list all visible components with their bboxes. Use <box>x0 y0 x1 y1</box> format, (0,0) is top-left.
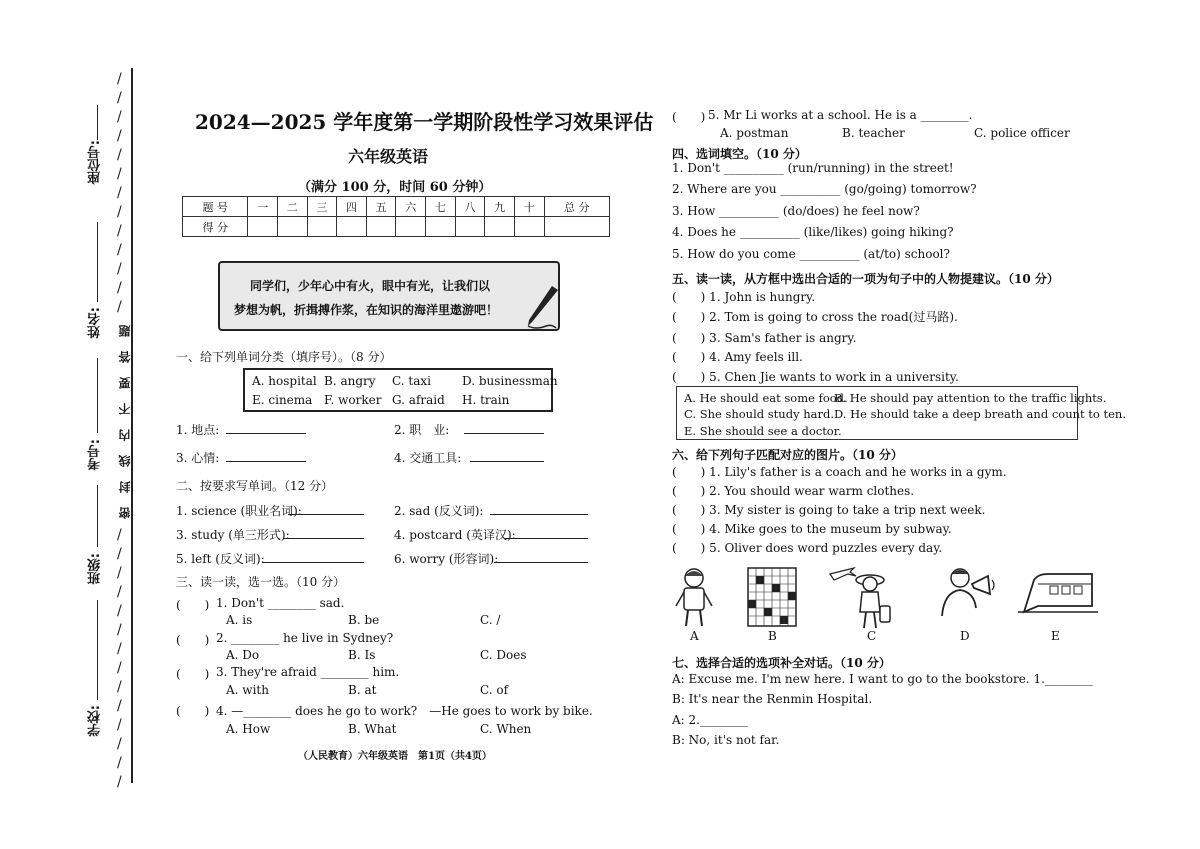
choice-question: 1. Don't ________ sad. <box>216 596 345 610</box>
choice-question: 3. They're afraid ________ him. <box>216 665 400 679</box>
score-input[interactable] <box>278 217 308 237</box>
seat-label: 座位号: <box>88 140 103 185</box>
binding-slash: / <box>117 185 122 201</box>
score-cell: 五 <box>366 197 396 217</box>
classify-q3: 3. 心情: <box>176 451 220 465</box>
seal-word: 密 <box>118 507 132 519</box>
section-5-heading: 五、读一读，从方框中选出合适的一项为句子中的人物提建议。（10 分） <box>672 272 1059 286</box>
picture-label: A <box>690 629 699 643</box>
binding-slash: / <box>117 679 122 695</box>
word-q2: 2. sad (反义词): <box>394 504 484 518</box>
option-b: B. teacher <box>842 126 905 140</box>
score-input[interactable] <box>366 217 396 237</box>
quill-icon <box>516 282 562 332</box>
class-label: 班级: <box>88 553 103 585</box>
class-field[interactable] <box>97 485 98 547</box>
seal-word: 不 <box>118 403 132 415</box>
binding-slash: / <box>117 546 122 562</box>
fill-item: 2. Where are you __________ (go/going) tomorrow? <box>672 182 977 196</box>
seal-word: 内 <box>118 429 132 441</box>
section-7-heading: 七、选择合适的选项补全对话。（10 分） <box>672 656 891 670</box>
choice-question: 4. —________ does he go to work? —He goes to work by bike. <box>216 704 593 718</box>
advice-item: ( ) 4. Amy feels ill. <box>672 350 803 364</box>
section-4-heading: 四、选词填空。（10 分） <box>672 147 807 161</box>
binding-slash: / <box>117 641 122 657</box>
section-3-heading: 三、读一读，选一选。（10 分） <box>176 575 346 589</box>
page-title: 2024—2025 学年度第一学期阶段性学习效果评估 <box>195 110 654 134</box>
score-cell: 总 分 <box>544 197 610 217</box>
section-2-heading: 二、按要求写单词。（12 分） <box>176 479 334 493</box>
binding-slash: / <box>117 166 122 182</box>
binding-slash: / <box>117 71 122 87</box>
option-a: A. postman <box>720 126 789 140</box>
score-cell: 一 <box>248 197 278 217</box>
score-input[interactable] <box>396 217 426 237</box>
seal-word: 题 <box>118 325 132 337</box>
advice-item: ( ) 1. John is hungry. <box>672 290 816 304</box>
score-cell: 二 <box>278 197 308 217</box>
seal-word: 答 <box>118 351 132 363</box>
score-input[interactable] <box>248 217 278 237</box>
word-item: C. taxi <box>392 374 431 388</box>
motivation-banner <box>218 261 560 331</box>
advice-option: A. He should eat some food. <box>684 391 848 405</box>
binding-slash: / <box>117 280 122 296</box>
match-item: ( ) 3. My sister is going to take a trip next week. <box>672 503 986 517</box>
seal-word: 线 <box>118 455 132 467</box>
word-item: H. train <box>462 393 510 407</box>
banner-line-2: 梦想为帆，折揖搏作浆，在知识的海洋里遨游吧！ <box>234 303 499 317</box>
binding-slash: / <box>117 147 122 163</box>
score-cell: 四 <box>337 197 367 217</box>
score-input[interactable] <box>514 217 544 237</box>
name-label: 姓名: <box>88 307 103 339</box>
advice-option: C. She should study hard. <box>684 407 834 421</box>
score-cell: 九 <box>485 197 515 217</box>
classify-q4: 4. 交通工具: <box>394 451 462 465</box>
binding-slash: / <box>117 584 122 600</box>
picture-label: B <box>768 629 777 643</box>
seat-field[interactable] <box>97 105 98 140</box>
score-row-label: 得 分 <box>183 217 248 237</box>
score-cell: 七 <box>426 197 456 217</box>
score-cell: 十 <box>514 197 544 217</box>
binding-line <box>131 68 133 783</box>
word-q1: 1. science (职业名词): <box>176 504 302 518</box>
option-b: B. at <box>348 683 377 697</box>
advice-option: D. He should take a deep breath and count to ten. <box>834 407 1126 421</box>
advice-item: ( ) 3. Sam's father is angry. <box>672 331 857 345</box>
binding-slash: / <box>117 603 122 619</box>
picture-label: C <box>867 629 877 643</box>
match-item: ( ) 1. Lily's father is a coach and he works in a gym. <box>672 465 1007 479</box>
school-field[interactable] <box>97 600 98 700</box>
subway-train-picture <box>1018 566 1098 616</box>
seal-word: 封 <box>118 481 132 493</box>
binding-slash: / <box>117 660 122 676</box>
dialogue-line: A: Excuse me. I'm new here. I want to go to the bookstore. 1.________ <box>672 672 1093 686</box>
binding-slash: / <box>117 299 122 315</box>
binding-slash: / <box>117 565 122 581</box>
answer-blank[interactable] <box>464 421 544 434</box>
exam-no-field[interactable] <box>97 358 98 433</box>
choice-paren[interactable]: ( ) <box>176 633 210 647</box>
binding-slash: / <box>117 622 122 638</box>
binding-slash: / <box>117 261 122 277</box>
answer-blank[interactable] <box>226 449 306 462</box>
advice-option: B. He should pay attention to the traffic lights. <box>834 391 1107 405</box>
match-item: ( ) 5. Oliver does word puzzles every day. <box>672 541 943 555</box>
answer-blank[interactable] <box>504 526 588 539</box>
classify-q2: 2. 职 业: <box>394 423 450 437</box>
score-table <box>182 196 610 237</box>
answer-blank[interactable] <box>284 526 364 539</box>
picture-label: D <box>960 629 970 643</box>
fill-item: 1. Don't __________ (run/running) in the street! <box>672 161 954 175</box>
word-item: A. hospital <box>252 374 317 388</box>
word-q3: 3. study (单三形式): <box>176 528 290 542</box>
choice-question: 5. Mr Li works at a school. He is a ________. <box>708 108 973 122</box>
choice-paren[interactable]: ( ) <box>176 704 210 718</box>
coach-megaphone-picture <box>934 564 998 620</box>
name-field[interactable] <box>97 222 98 302</box>
traveler-picture <box>826 564 892 630</box>
score-input[interactable] <box>485 217 515 237</box>
dialogue-line: B: It's near the Renmin Hospital. <box>672 692 873 706</box>
answer-blank[interactable] <box>288 502 364 515</box>
binding-slash: / <box>117 90 122 106</box>
option-b: B. be <box>348 613 380 627</box>
option-c: C. of <box>480 683 509 697</box>
dialogue-line: B: No, it's not far. <box>672 733 780 747</box>
score-input[interactable] <box>307 217 337 237</box>
score-input[interactable] <box>337 217 367 237</box>
answer-blank[interactable] <box>262 550 364 563</box>
answer-blank[interactable] <box>494 550 588 563</box>
choice-paren[interactable]: ( ) <box>176 667 210 681</box>
dialogue-line: A: 2.________ <box>672 713 748 727</box>
classify-q1: 1. 地点: <box>176 423 220 437</box>
match-item: ( ) 4. Mike goes to the museum by subway. <box>672 522 952 536</box>
option-a: A. How <box>226 722 271 736</box>
binding-slash: / <box>117 527 122 543</box>
score-input[interactable] <box>544 217 610 237</box>
binding-slash: / <box>117 204 122 220</box>
picture-label: E <box>1051 629 1060 643</box>
answer-blank[interactable] <box>470 449 544 462</box>
answer-blank[interactable] <box>226 421 306 434</box>
option-c: C. Does <box>480 648 527 662</box>
boy-cold-picture <box>672 566 718 628</box>
score-cell: 六 <box>396 197 426 217</box>
binding-slash: / <box>117 755 122 771</box>
score-cell: 八 <box>455 197 485 217</box>
word-q5: 5. left (反义词): <box>176 552 265 566</box>
fill-item: 5. How do you come __________ (at/to) school? <box>672 247 950 261</box>
binding-slash: / <box>117 242 122 258</box>
fill-item: 3. How __________ (do/does) he feel now? <box>672 204 920 218</box>
score-input[interactable] <box>426 217 456 237</box>
advice-item: ( ) 5. Chen Jie wants to work in a university. <box>672 370 959 384</box>
score-cell: 三 <box>307 197 337 217</box>
binding-slash: / <box>117 128 122 144</box>
option-c: C. / <box>480 613 501 627</box>
advice-option: E. She should see a doctor. <box>684 424 842 438</box>
exam-no-label: 考号: <box>88 439 103 471</box>
page-subtitle: 六年级英语 <box>348 147 429 166</box>
section-1-heading: 一、给下列单词分类（填序号）。（8 分） <box>176 350 392 364</box>
word-item: B. angry <box>324 374 376 388</box>
word-item: G. afraid <box>392 393 445 407</box>
crossword-picture <box>746 566 798 628</box>
binding-slash: / <box>117 109 122 125</box>
choice-paren[interactable]: ( ) <box>672 110 706 124</box>
word-q6: 6. worry (形容词): <box>394 552 499 566</box>
option-c: C. police officer <box>974 126 1070 140</box>
word-item: E. cinema <box>252 393 313 407</box>
option-a: A. with <box>226 683 269 697</box>
option-b: B. Is <box>348 648 376 662</box>
score-cell: 题 号 <box>183 197 248 217</box>
exam-info: （满分 100 分，时间 60 分钟） <box>298 180 492 195</box>
score-input[interactable] <box>455 217 485 237</box>
binding-slash: / <box>117 223 122 239</box>
page-footer: （人民教育）六年级英语 第1页（共4页） <box>298 751 492 762</box>
word-item: F. worker <box>324 393 382 407</box>
answer-blank[interactable] <box>490 502 588 515</box>
option-a: A. is <box>226 613 253 627</box>
option-a: A. Do <box>226 648 260 662</box>
word-q4: 4. postcard (英译汉): <box>394 528 516 542</box>
seal-word: 要 <box>118 377 132 389</box>
word-item: D. businessman <box>462 374 558 388</box>
school-label: 学校: <box>88 705 103 737</box>
binding-slash: / <box>117 774 122 790</box>
binding-slash: / <box>117 717 122 733</box>
choice-question: 2. ________ he live in Sydney? <box>216 631 394 645</box>
section-6-heading: 六、给下列句子匹配对应的图片。（10 分） <box>672 448 903 462</box>
binding-slash: / <box>117 736 122 752</box>
banner-line-1: 同学们，少年心中有火，眼中有光，让我们以 <box>250 279 491 293</box>
fill-item: 4. Does he __________ (like/likes) going hiking? <box>672 225 954 239</box>
option-c: C. When <box>480 722 532 736</box>
option-b: B. What <box>348 722 397 736</box>
advice-item: ( ) 2. Tom is going to cross the road(过马路). <box>672 310 958 324</box>
match-item: ( ) 2. You should wear warm clothes. <box>672 484 915 498</box>
binding-slash: / <box>117 698 122 714</box>
choice-paren[interactable]: ( ) <box>176 598 210 612</box>
